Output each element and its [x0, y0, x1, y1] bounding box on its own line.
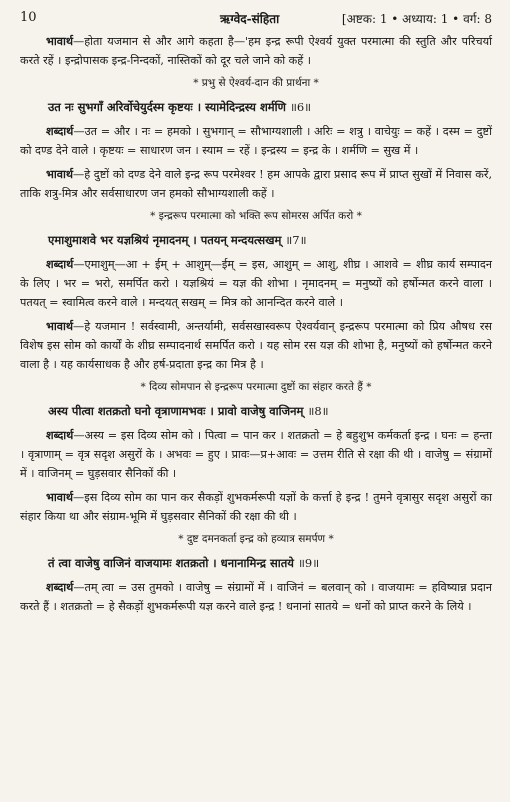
bhavarth-para-8 [20, 488, 492, 526]
bhavarth-text: —होता यजमान से और आगे कहता है—'हम इन्द्र रूपी ऐश्वर्य युक्त परमात्मा की स्तुति और परिचर्या करते रहें । इन्द्रोपासक इन्द्र-निन्दकों, नास्तिकों को दूर चले जाने को कहें । [20, 35, 492, 67]
shabdarth-para-8 [20, 426, 492, 483]
bhavarth-text: —हे दुष्टों को दण्ड देने वाले इन्द्र रूप परमेश्वर ! हम आपके द्वारा प्रसाद रूप में प्राप्त सुखों में निवास करें, ताकि शत्रु-मित्र और सर्वसाधारण जन हमको सौभाग्यशाली कहें । [20, 168, 492, 200]
section-reference: [अष्टक: 1 • अध्याय: 1 • वर्ग: 8 [341, 12, 492, 26]
mantra-8 [20, 400, 492, 422]
shabdarth-text: —एमाशुम्—आ + ईम् + आशुम्—ईम् = इस, आशुम् = आशु, शीघ्र । आशवे = शीघ्र कार्य सम्पादन के लिए । भर = भरो, समर्पित करो । यज्ञश्रियं = यज्ञ की शोभा । नृमादनम् = मनुष्यों को हर्षोन्मत करने वाला । पतयत् = स्वामित्व करने वाले । मन्दयत् सखम् = मित्र को आनन्दित करने वाले । [20, 258, 492, 309]
shabdarth-para-7 [20, 255, 492, 312]
page-number: 10 [20, 10, 37, 25]
mantra-text: तं त्वा वाजेषु वाजिनं वाजयामः शतक्रतो । धनानामिन्द्र सातये [48, 556, 294, 570]
bhavarth-para-7 [20, 317, 492, 374]
mantra-text: एमाशुमाशवे भर यज्ञश्रियं नृमादनम् । पतयन् मन्दयत्सखम् [48, 233, 282, 247]
bhavarth-para-5 [20, 32, 492, 70]
mantra-text: उत नः सुभगाँ अरिर्वोचेयुर्दस्म कृष्टयः । स्यामेदिन्द्रस्य शर्मणि [48, 100, 286, 114]
mantra-number: ॥9॥ [297, 556, 320, 570]
mantra-number: ॥8॥ [307, 404, 329, 418]
shabdarth-label: शब्दार्थ [46, 257, 74, 271]
bhavarth-para-6 [20, 165, 492, 203]
page-header [20, 6, 492, 32]
bhavarth-text: —हे यजमान ! सर्वस्वामी, अन्तर्यामी, सर्वसखास्वरूप ऐश्वर्यवान् इन्द्ररूप परमात्मा को प्रिय औषध रस विशेष इस सोम को कार्यों के शीघ्र सम्पादनार्थ समर्पित करो । यह सोम रस यज्ञ की शोभा है, मनुष्यों को हर्षोन्मत करने वाला है । यह कार्यसाधक है और हर्ष-प्रदाता इन्द्र का मित्र है । [20, 320, 492, 371]
prayer-heading-9: * दुष्ट दमनकर्ता इन्द्र को हव्यात्र समर्पण * [178, 533, 334, 545]
mantra-7 [20, 229, 492, 251]
mantra-text: अस्य पीत्वा शतक्रतो घनो वृत्राणामभवः । प्रावो वाजेषु वाजिनम् [48, 404, 304, 418]
mantra-9 [20, 552, 492, 574]
shabdarth-label: शब्दार्थ [46, 428, 74, 442]
shabdarth-para-9 [20, 578, 492, 616]
prayer-heading-6: * प्रभु से ऐश्वर्य-दान की प्रार्थना * [193, 77, 319, 89]
mantra-number: ॥7॥ [285, 233, 307, 247]
shabdarth-label: शब्दार्थ [46, 124, 74, 138]
prayer-heading-8: * दिव्य सोमपान से इन्द्ररूप परमात्मा दुष्टों का संहार करते हैं * [140, 381, 372, 393]
shabdarth-text: —तम् त्वा = उस तुमको । वाजेषु = संग्रामों में । वाजिनं = बलवान् को । वाजयामः = हविष्यान्न प्रदान करते हैं । शतक्रतो = हे सैकड़ों शुभकर्मरूपी यज्ञ करने वाले इन्द्र ! धनानां सातये = धनों को प्राप्त करने के लिये । [20, 581, 492, 613]
bhavarth-label: भावार्थ [46, 34, 74, 48]
bhavarth-label: भावार्थ [46, 167, 74, 181]
bhavarth-label: भावार्थ [46, 490, 74, 504]
prayer-heading-7: * इन्द्ररूप परमात्मा को भक्ति रूप सोमरस अर्पित करो * [150, 210, 362, 222]
shabdarth-text: —अस्य = इस दिव्य सोम को । पित्वा = पान कर । शतक्रतो = हे बहुशुभ कर्मकर्ता इन्द्र । घनः = हन्ता । वृत्राणाम् = वृत्र सदृश असुरों के । अभवः = हुए । प्रावः—प्र+आवः = उत्तम रीति से रक्षा की थी । वाजेषु = संग्रामों में । वाजिनम् = घुड़सवार सैनिकों की । [20, 429, 492, 480]
bhavarth-text: —इस दिव्य सोम का पान कर सैकड़ों शुभकर्मरूपी यज्ञों के कर्त्ता हे इन्द्र ! तुमने वृत्रासुर सदृश असुरों का संहार किया था और संग्राम-भूमि में घुड़सवार सैनिकों की रक्षा की थी । [20, 491, 492, 523]
shabdarth-para-6 [20, 122, 492, 160]
shabdarth-text: —उत = और । नः = हमको । सुभगान् = सौभाग्यशाली । अरिः = शत्रु । वाचेयुः = कहें । दस्म = दुष्टों को दण्ड देने वाले । कृष्टयः = साधारण जन । स्याम = रहें । इन्द्रस्य = इन्द्र के । शर्मणि = सुख में । [20, 125, 492, 157]
mantra-6 [20, 96, 492, 118]
book-title: ऋग्वेद-संहिता [220, 12, 280, 26]
bhavarth-label: भावार्थ [46, 319, 74, 333]
mantra-number: ॥6॥ [289, 100, 312, 114]
shabdarth-label: शब्दार्थ [46, 580, 74, 594]
